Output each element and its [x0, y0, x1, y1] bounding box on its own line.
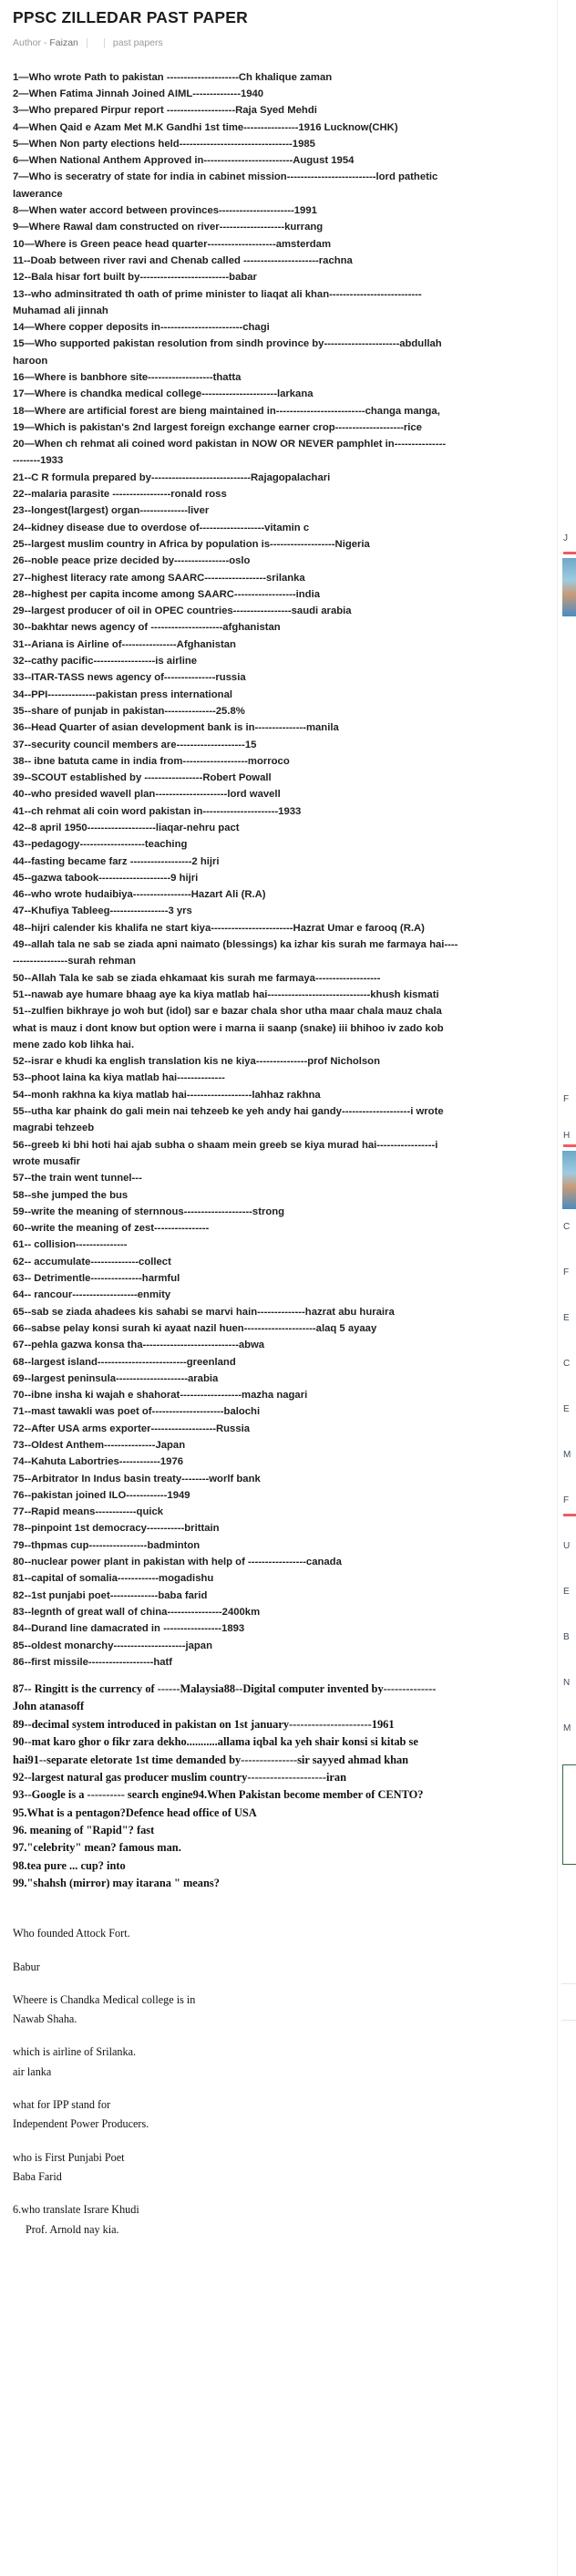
sidebar-link-clipped[interactable]: M — [563, 1723, 571, 1733]
sidebar-accent-bar — [563, 1514, 576, 1516]
note-line: Wheere is Chandka Medical college is in — [13, 1992, 196, 2006]
question-line: 73--Oldest Anthem---------------Japan — [13, 1439, 186, 1451]
question-line: 10—Where is Green peace head quarter--------------------amsterdam — [13, 238, 331, 250]
sidebar-link-clipped[interactable]: U — [563, 1541, 571, 1551]
sidebar-link-clipped[interactable]: B — [563, 1632, 570, 1642]
question-line: 3—Who prepared Pirpur report --------------------Raja Syed Mehdi — [13, 105, 317, 117]
question-line-serif: 95.What is a pentagon?Defence head office of USA — [13, 1805, 257, 1819]
question-line: 29--largest producer of oil in OPEC countries-----------------saudi arabia — [13, 605, 352, 617]
sidebar-link-clipped[interactable]: E — [563, 1587, 570, 1597]
question-line: 45--gazwa tabook---------------------9 hijri — [13, 872, 199, 884]
question-line: 75--Arbitrator In Indus basin treaty--------worlf bank — [13, 1473, 261, 1485]
question-line: 24--kidney disease due to overdose of-------------------vitamin c — [13, 522, 310, 533]
question-line: 51--zulfien bikhraye jo woh but (idol) sar e bazar chala shor utha maar chala mauz chala — [13, 1006, 442, 1018]
question-line-serif: 90--mat karo ghor o fikr zara dekho...........allama iqbal ka yeh shair konsi si kitab se — [13, 1735, 418, 1749]
note-line: Independent Power Producers. — [13, 2117, 149, 2131]
question-line: 66--sabse pelay konsi surah ki ayaat nazil huen---------------------alaq 5 ayaay — [13, 1322, 377, 1334]
sidebar-link-clipped[interactable]: C — [563, 1359, 571, 1369]
question-line: 52--israr e khudi ka english translation kis ne kiya---------------prof Nicholson — [13, 1056, 380, 1068]
question-line: 19—Which is pakistan's 2nd largest foreign exchange earner crop--------------------rice — [13, 421, 422, 433]
sidebar-link-clipped[interactable]: J — [563, 533, 568, 543]
note-line: what for IPP stand for — [13, 2098, 111, 2112]
question-line-serif: 97."celebrity" mean? famous man. — [13, 1841, 181, 1855]
right-sidebar-clipped — [557, 0, 576, 2576]
question-line: 39--SCOUT established by -----------------Robert Powall — [13, 772, 272, 784]
question-line: 54--monh rakhna ka kiya matlab hai-------------------lahhaz rakhna — [13, 1089, 321, 1101]
question-line: 83--legnth of great wall of china----------------2400km — [13, 1606, 261, 1618]
question-line: 20—When ch rehmat ali coined word pakistan in NOW OR NEVER pamphlet in--------------- — [13, 439, 447, 450]
note-line: 6.who translate Israre Khudi — [13, 2203, 139, 2217]
question-line-serif: 93--Google is a ---------- search engine94.When Pakistan become member of CENTO? — [13, 1788, 424, 1802]
question-line: 31--Ariana is Airline of----------------Afghanistan — [13, 638, 236, 650]
question-line: 70--ibne insha ki wajah e shahorat------------------mazha nagari — [13, 1390, 308, 1402]
question-line: 18—Where are artificial forest are bieng maintained in--------------------------changa manga, — [13, 405, 440, 417]
note-line: Baba Farid — [13, 2169, 62, 2183]
question-line: 2—When Fatima Jinnah Joined AIML--------------1940 — [13, 88, 264, 99]
question-line: 86--first missile-------------------hatf — [13, 1656, 173, 1668]
question-line: 50--Allah Tala ke sab se ziada ehkamaat kis surah me farmaya------------------- — [13, 972, 381, 984]
question-line: 82--1st punjabi poet--------------baba farid — [13, 1589, 208, 1601]
question-line: 15—Who supported pakistan resolution from sindh province by----------------------abdullah — [13, 338, 442, 350]
question-line: 42--8 april 1950--------------------liaqar-nehru pact — [13, 822, 240, 833]
sidebar-link-clipped[interactable]: F — [563, 1094, 570, 1104]
question-line: 23--longest(largest) organ--------------liver — [13, 505, 210, 517]
question-line: 56--greeb ki bhi hoti hai ajab subha o shaam mein greeb se kiya murad hai-----------------i — [13, 1139, 438, 1151]
question-line: Muhamad ali jinnah — [13, 305, 108, 316]
question-line: 77--Rapid means------------quick — [13, 1506, 164, 1518]
trailing-notes — [13, 1925, 539, 2238]
question-line: 32--cathy pacific------------------is airline — [13, 656, 198, 667]
question-line: 4—When Qaid e Azam Met M.K Gandhi 1st time----------------1916 Lucknow(CHK) — [13, 121, 398, 133]
note-line: Babur — [13, 1960, 40, 1973]
sidebar-thumbnail-clipped[interactable] — [562, 558, 576, 616]
note-line: which is airline of Srilanka. — [13, 2045, 137, 2059]
question-line: 5—When Non party elections held---------------------------------1985 — [13, 138, 315, 150]
question-line: 9—Where Rawal dam constructed on river-------------------kurrang — [13, 222, 324, 233]
sidebar-link-clipped[interactable]: N — [563, 1678, 571, 1688]
question-line: 12--Bala hisar fort built by--------------------------babar — [13, 272, 257, 284]
question-line: 27--highest literacy rate among SAARC------------------srilanka — [13, 572, 305, 584]
question-line: haroon — [13, 355, 48, 367]
question-line: 74--Kahuta Labortries------------1976 — [13, 1456, 184, 1468]
question-line-serif: 96. meaning of "Rapid"? fast — [13, 1823, 155, 1836]
post-category[interactable]: past papers — [112, 37, 163, 48]
question-line: 60--write the meaning of zest---------------- — [13, 1223, 210, 1235]
question-line: 34--PPI--------------pakistan press international — [13, 688, 233, 700]
question-line-serif: 99."shahsh (mirror) may itarana " means? — [13, 1876, 220, 1889]
question-line: 62-- accumulate--------------collect — [13, 1256, 171, 1267]
question-line: 79--thpmas cup-----------------badminton — [13, 1539, 201, 1551]
question-line: 53--phoot laina ka kiya matlab hai-------------- — [13, 1072, 225, 1084]
note-line: air lanka — [13, 2064, 52, 2078]
question-line: 67--pehla gazwa konsa tha----------------------------abwa — [13, 1340, 265, 1351]
question-line: 84--Durand line damacrated in -----------------1893 — [13, 1623, 245, 1635]
meta-divider-2 — [104, 38, 105, 48]
question-line: 61-- collision--------------- — [13, 1239, 128, 1251]
question-line: wrote musafir — [13, 1155, 81, 1167]
question-line: 72--After USA arms exporter-------------------Russia — [13, 1422, 251, 1434]
question-line: 85--oldest monarchy---------------------japan — [13, 1640, 212, 1651]
question-line: 36--Head Quarter of asian development bank is in---------------manila — [13, 722, 339, 734]
sidebar-link-clipped[interactable]: M — [563, 1450, 571, 1460]
question-line: 48--hijri calender kis khalifa ne start kiya------------------------Hazrat Umar e farooq (R.A) — [13, 922, 425, 934]
question-line: 78--pinpoint 1st democracy-----------brittain — [13, 1523, 220, 1535]
question-line: 55--utha kar phaink do gali mein nai tehzeeb ke yeh andy hai gandy--------------------i wrote — [13, 1106, 444, 1118]
sidebar-link-clipped[interactable]: E — [563, 1313, 570, 1323]
question-line: what is mauz i dont know but option were i marna ii saanp (snake) iii bhihoo iv zado kob — [13, 1022, 444, 1034]
sidebar-divider — [561, 1983, 576, 1984]
question-line: 40--who presided wavell plan---------------------lord wavell — [13, 789, 281, 801]
question-line-serif: 89--decimal system introduced in pakistan on 1st january----------------------1961 — [13, 1717, 395, 1731]
question-line: ----------------surah rehman — [13, 956, 136, 967]
question-line: 1—Who wrote Path to pakistan ---------------------Ch khalique zaman — [13, 71, 333, 83]
question-line-serif: 98.tea pure ... cup? into — [13, 1858, 126, 1872]
question-line: 6—When National Anthem Approved in--------------------------August 1954 — [13, 155, 355, 167]
question-line: 26--noble peace prize decided by----------------oslo — [13, 555, 251, 567]
post-meta — [13, 37, 539, 50]
sidebar-accent-bar — [563, 1144, 576, 1147]
question-line: 44--fasting became farz ------------------2 hijri — [13, 855, 220, 867]
question-line: 46--who wrote hudaibiya-----------------Hazart Ali (R.A) — [13, 889, 266, 901]
sidebar-divider — [561, 2020, 576, 2021]
question-line: 8—When water accord between provinces----------------------1991 — [13, 205, 317, 217]
question-line: 7—Who is seceratry of state for india in cabinet mission--------------------------lord pathetic — [13, 171, 438, 183]
note-line: Prof. Arnold nay kia. — [26, 2222, 119, 2236]
sidebar-link-clipped[interactable]: C — [563, 1222, 571, 1232]
question-line: 80--nuclear power plant in pakistan with help of -----------------canada — [13, 1557, 342, 1568]
note-line: Nawab Shaha. — [13, 2012, 77, 2026]
question-line: 11--Doab between river ravi and Chenab called ----------------------rachna — [13, 254, 353, 266]
question-line: magrabi tehzeeb — [13, 1122, 95, 1134]
question-line: 81--capital of somalia------------mogadishu — [13, 1573, 214, 1585]
question-line: 30--bakhtar news agency of ---------------------afghanistan — [13, 622, 281, 634]
question-line: --------1933 — [13, 455, 64, 467]
sidebar-link-clipped[interactable]: F — [563, 1495, 570, 1505]
question-line-serif: hai91--separate eletorate 1st time demanded by---------------sir sayyed ahmad khan — [13, 1753, 409, 1766]
question-line: lawerance — [13, 188, 63, 200]
sidebar-link-clipped[interactable]: E — [563, 1404, 570, 1414]
author-name[interactable]: Faizan — [49, 37, 78, 48]
question-list — [13, 69, 539, 1671]
question-line: 71--mast tawakli was poet of---------------------balochi — [13, 1406, 261, 1418]
question-line-serif: John atanasoff — [13, 1700, 85, 1713]
note-line: Who founded Attock Fort. — [13, 1927, 130, 1940]
question-line: 16—Where is banbhore site-------------------thatta — [13, 371, 242, 383]
question-line: 35--share of punjab in pakistan---------------25.8% — [13, 705, 245, 717]
question-line: 41--ch rehmat ali coin word pakistan in----------------------1933 — [13, 805, 302, 817]
sidebar-link-clipped[interactable]: F — [563, 1267, 570, 1278]
question-line: 59--write the meaning of sternnous--------------------strong — [13, 1205, 285, 1217]
note-line: who is First Punjabi Poet — [13, 2150, 125, 2164]
question-line: 21--C R formula prepared by-----------------------------Rajagopalachari — [13, 471, 331, 483]
sidebar-thumbnail-clipped[interactable] — [562, 1151, 576, 1209]
question-line: 17—Where is chandka medical college----------------------larkana — [13, 388, 314, 400]
question-line: 68--largest island--------------------------greenland — [13, 1356, 236, 1368]
question-line: 76--pakistan joined ILO------------1949 — [13, 1489, 190, 1501]
question-line: 22--malaria parasite -----------------ronald ross — [13, 489, 227, 501]
question-line-serif: 87-- Ringitt is the currency of ------Malaysia88--Digital computer invented by-------------- — [13, 1682, 437, 1696]
question-line: 28--highest per capita income among SAARC------------------india — [13, 588, 321, 600]
question-line: 14—Where copper deposits in------------------------chagi — [13, 322, 270, 334]
question-line: 69--largest peninsula---------------------arabia — [13, 1372, 219, 1384]
author-label: Author - — [13, 37, 47, 48]
sidebar-accent-bar — [563, 552, 576, 554]
question-line: 49--allah tala ne sab se ziada apni naimato (blessings) ka izhar kis surah me farmaya hai---- — [13, 939, 458, 951]
question-line: 37--security council members are--------------------15 — [13, 739, 257, 750]
question-line: 47--Khufiya Tableeg-----------------3 yrs — [13, 905, 192, 917]
question-line: 64-- rancour-------------------enmity — [13, 1289, 171, 1301]
question-line: 25--largest muslim country in Africa by population is-------------------Nigeria — [13, 538, 370, 550]
question-line: 33--ITAR-TASS news agency of---------------russia — [13, 672, 246, 684]
question-line: 43--pedagogy-------------------teaching — [13, 839, 188, 851]
question-line: 51--nawab aye humare bhaag aye ka kiya matlab hai------------------------------khush kismati — [13, 988, 439, 1000]
page-title: PPSC ZILLEDAR PAST PAPER — [13, 8, 248, 26]
question-line: 63-- Detrimentle---------------harmful — [13, 1273, 180, 1285]
question-line: mene zado kob lihka hai. — [13, 1039, 135, 1050]
question-line: 58--she jumped the bus — [13, 1189, 129, 1201]
question-line: 13--who adminsitrated th oath of prime minister to liaqat ali khan--------------------------- — [13, 288, 422, 300]
question-line-serif: 92--largest natural gas producer muslim country---------------------iran — [13, 1770, 347, 1784]
question-line: 57--the train went tunnel--- — [13, 1173, 142, 1185]
sidebar-link-clipped[interactable]: H — [563, 1131, 571, 1141]
question-line: 65--sab se ziada ahadees kis sahabi se marvi hain--------------hazrat abu huraira — [13, 1306, 395, 1318]
question-list-serif — [13, 1681, 539, 1892]
sidebar-panel-clipped — [562, 1764, 576, 1865]
question-line: 38-- ibne batuta came in india from-------------------morroco — [13, 755, 290, 767]
